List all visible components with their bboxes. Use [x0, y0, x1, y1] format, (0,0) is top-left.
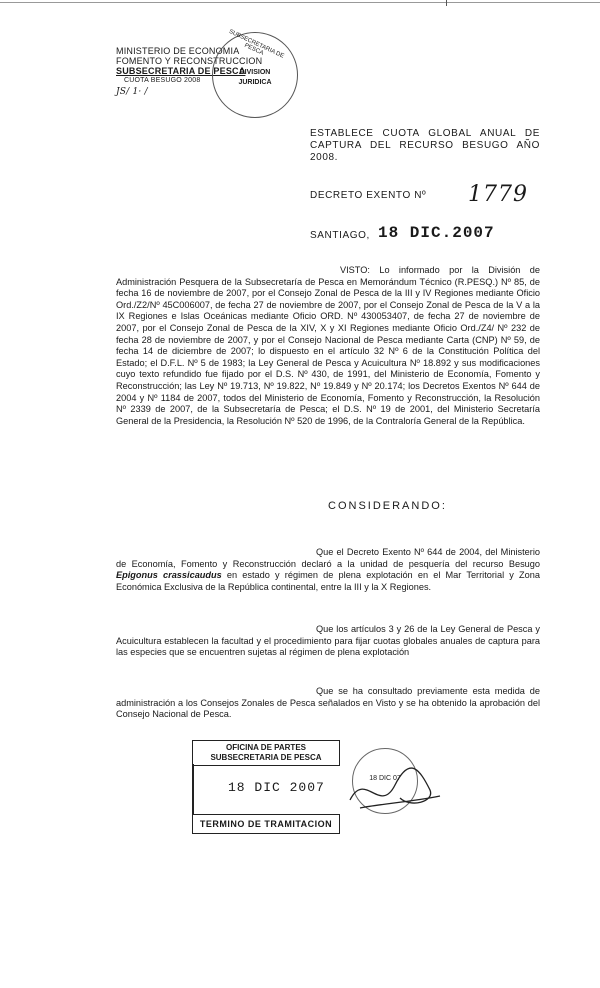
- species-name: Epigonus crassicaudus: [116, 570, 222, 581]
- para1-b: en estado y régimen de plena explotación en el Mar Territorial y Zona Económica Exclusiva de la República continental, entre la III y la X Regiones.: [116, 570, 540, 592]
- considerando-paragraph-1: [116, 547, 540, 593]
- office-stamp-left-rule: [192, 764, 194, 814]
- ministry-initials: JS/ 1· /: [116, 87, 148, 97]
- top-edge-line: [0, 2, 600, 3]
- decree-label: DECRETO EXENTO Nº: [310, 190, 427, 201]
- visto-text: Lo informado por la División de Administración Pesquera de la Subsecretaría de Pesca en Memorándum Técnico (R.PESQ.) Nº 85, de fecha 16 de noviembre de 2007, por el Consejo Zonal de Pesca de la III y IV Regiones mediante Oficio Ord./Z2/Nº 45C006007, de fecha 27 de noviembre de 2007, por el Consejo Zonal de Pesca de la V a la IX Regiones e Islas Oceánicas mediante Oficio ORD. Nº 430053407, de fecha 27 de noviembre de 2007, por el Consejo Zonal de Pesca de la XIV, X y XI Regiones mediante Oficio Ord./Z4/ Nº 232 de fecha 28 de noviembre de 2007, y por el Consejo Nacional de Pesca mediante Carta (CNP) Nº 59, de fecha 14 de diciembre de 2007; lo dispuesto en el artículo 32 Nº 6 de la Constitución Política del Estado; el D.F.L. Nº 5 de 1983; la Ley General de Pesca y Acuicultura Nº 18.892 y sus modificaciones cuyo texto refundido fue fijado por el D.S. Nº 430, de 1991, del Ministerio de Economía, Fomento y Reconstrucción; las Ley Nº 19.713, Nº 19.822, Nº 19.849 y Nº 20.174; los Decretos Exentos Nº 644 de 2004 y Nº 1184 de 2007, todos del Ministerio de Economía, Fomento y Reconstrucción, la Resolución Nº 2339 de 2007, de la Subsecretaría de Pesca; el D.S. Nº 19 de 2001, del Ministerio Secretaría General de la Presidencia, la Resolución Nº 520 de 1996, de la Contraloría General de la República.: [116, 265, 540, 426]
- issue-date: 18 DIC.2007: [378, 224, 495, 242]
- decree-subject: ESTABLECE CUOTA GLOBAL ANUAL DE CAPTURA DEL RECURSO BESUGO AÑO 2008.: [310, 128, 540, 163]
- office-stamp-header: [192, 740, 340, 766]
- para1-a: Que el Decreto Exento Nº 644 de 2004, del Ministerio de Economía, Fomento y Reconstrucción declaró a la unidad de pesquería del recurso Besugo: [116, 547, 540, 569]
- office-stamp: [192, 740, 340, 838]
- division-juridica-stamp: [212, 28, 298, 118]
- ministry-line1: MINISTERIO DE ECONOMIA: [116, 46, 240, 56]
- place-label: SANTIAGO,: [310, 230, 370, 241]
- considerando-heading: CONSIDERANDO:: [328, 500, 447, 512]
- considerando-paragraph-3: Que se ha consultado previamente esta medida de administración a los Consejos Zonales de Pesca señalados en Visto y se ha obtenido la aprobación del Consejo Nacional de Pesca.: [116, 686, 540, 720]
- round-stamp-date: 18 DIC 07: [369, 775, 401, 782]
- stamp-mid1: DIVISION: [239, 69, 271, 76]
- decree-number: 1779: [468, 182, 528, 207]
- office-stamp-footer: TERMINO DE TRAMITACION: [192, 814, 340, 834]
- signature-scribble: [340, 760, 450, 820]
- office-stamp-line2: SUBSECRETARIA DE PESCA: [210, 753, 322, 762]
- visto-lead: VISTO:: [340, 265, 370, 275]
- stamp-mid2: JURIDICA: [238, 79, 272, 86]
- visto-paragraph: [116, 265, 540, 427]
- office-stamp-date: 18 DIC 2007: [228, 780, 325, 795]
- ministry-line3: SUBSECRETARIA DE PESCA: [116, 66, 246, 76]
- considerando-paragraph-2: Que los artículos 3 y 26 de la Ley General de Pesca y Acuicultura establecen la facultad y el procedimiento para fijar cuotas globales anuales de captura para las especies que se encuentren sujetas al régimen de plena explotación: [116, 624, 540, 658]
- ministry-line2: FOMENTO Y RECONSTRUCCION: [116, 56, 263, 66]
- top-edge-tick: [446, 0, 447, 6]
- office-stamp-line1: OFICINA DE PARTES: [225, 743, 306, 752]
- ministry-ref: CUOTA BESUGO 2008: [124, 77, 201, 84]
- stamp-top-text: SUBSECRETARIA DE PESCA: [227, 28, 285, 60]
